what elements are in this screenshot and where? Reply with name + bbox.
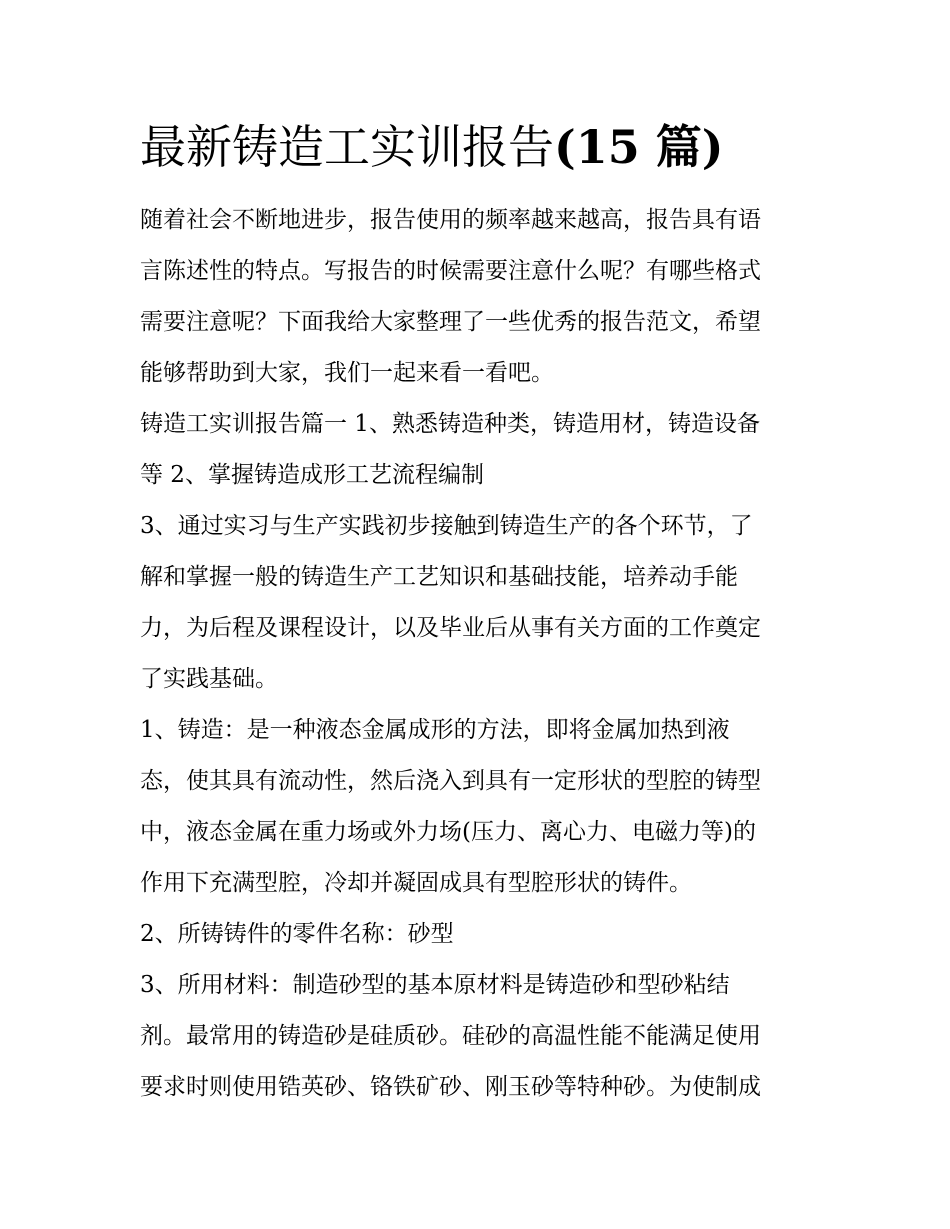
paragraph-part-name (140, 909, 815, 960)
text-line: 铸造工实训报告篇一 1、熟悉铸造种类，铸造用材，铸造设备 (140, 411, 760, 437)
text-line: 3、所用材料：制造砂型的基本原材料是铸造砂和型砂粘结 (140, 972, 730, 998)
text-line: 解和掌握一般的铸造生产工艺知识和基础技能，培养动手能 (140, 564, 738, 590)
text-line: 态，使其具有流动性，然后浇入到具有一定形状的型腔的铸型 (140, 768, 761, 794)
title-main: 最新铸造工实训报告 (140, 120, 554, 174)
text-line: 了实践基础。 (140, 666, 278, 692)
text-line: 剂。最常用的铸造砂是硅质砂。硅砂的高温性能不能满足使用 (140, 1023, 761, 1049)
title-suffix: (15 篇) (554, 120, 724, 174)
paragraph-materials (140, 960, 815, 1113)
paragraph-casting-definition (140, 705, 815, 909)
document-body (140, 195, 815, 1113)
paragraph-intro (140, 195, 815, 399)
text-line: 随着社会不断地进步，报告使用的频率越来越高，报告具有语 (140, 207, 761, 233)
text-line: 2、所铸铸件的零件名称：砂型 (140, 921, 454, 947)
text-line: 作用下充满型腔，冷却并凝固成具有型腔形状的铸件。 (140, 870, 692, 896)
text-line: 等 2、掌握铸造成形工艺流程编制 (140, 462, 484, 488)
text-line: 中，液态金属在重力场或外力场(压力、离心力、电磁力等)的 (140, 819, 756, 845)
text-line: 力，为后程及课程设计，以及毕业后从事有关方面的工作奠定 (140, 615, 761, 641)
text-line: 要求时则使用锆英砂、铬铁矿砂、刚玉砂等特种砂。为使制成 (140, 1074, 761, 1100)
text-line: 1、铸造：是一种液态金属成形的方法，即将金属加热到液 (140, 717, 730, 743)
paragraph-section-one (140, 399, 815, 501)
text-line: 3、通过实习与生产实践初步接触到铸造生产的各个环节，了 (140, 513, 753, 539)
text-line: 需要注意呢？下面我给大家整理了一些优秀的报告范文，希望 (140, 309, 761, 335)
text-line: 言陈述性的特点。写报告的时候需要注意什么呢？有哪些格式 (140, 258, 761, 284)
document-title (140, 112, 815, 182)
document-content (140, 112, 815, 1113)
paragraph-item-3 (140, 501, 815, 705)
text-line: 能够帮助到大家，我们一起来看一看吧。 (140, 360, 554, 386)
